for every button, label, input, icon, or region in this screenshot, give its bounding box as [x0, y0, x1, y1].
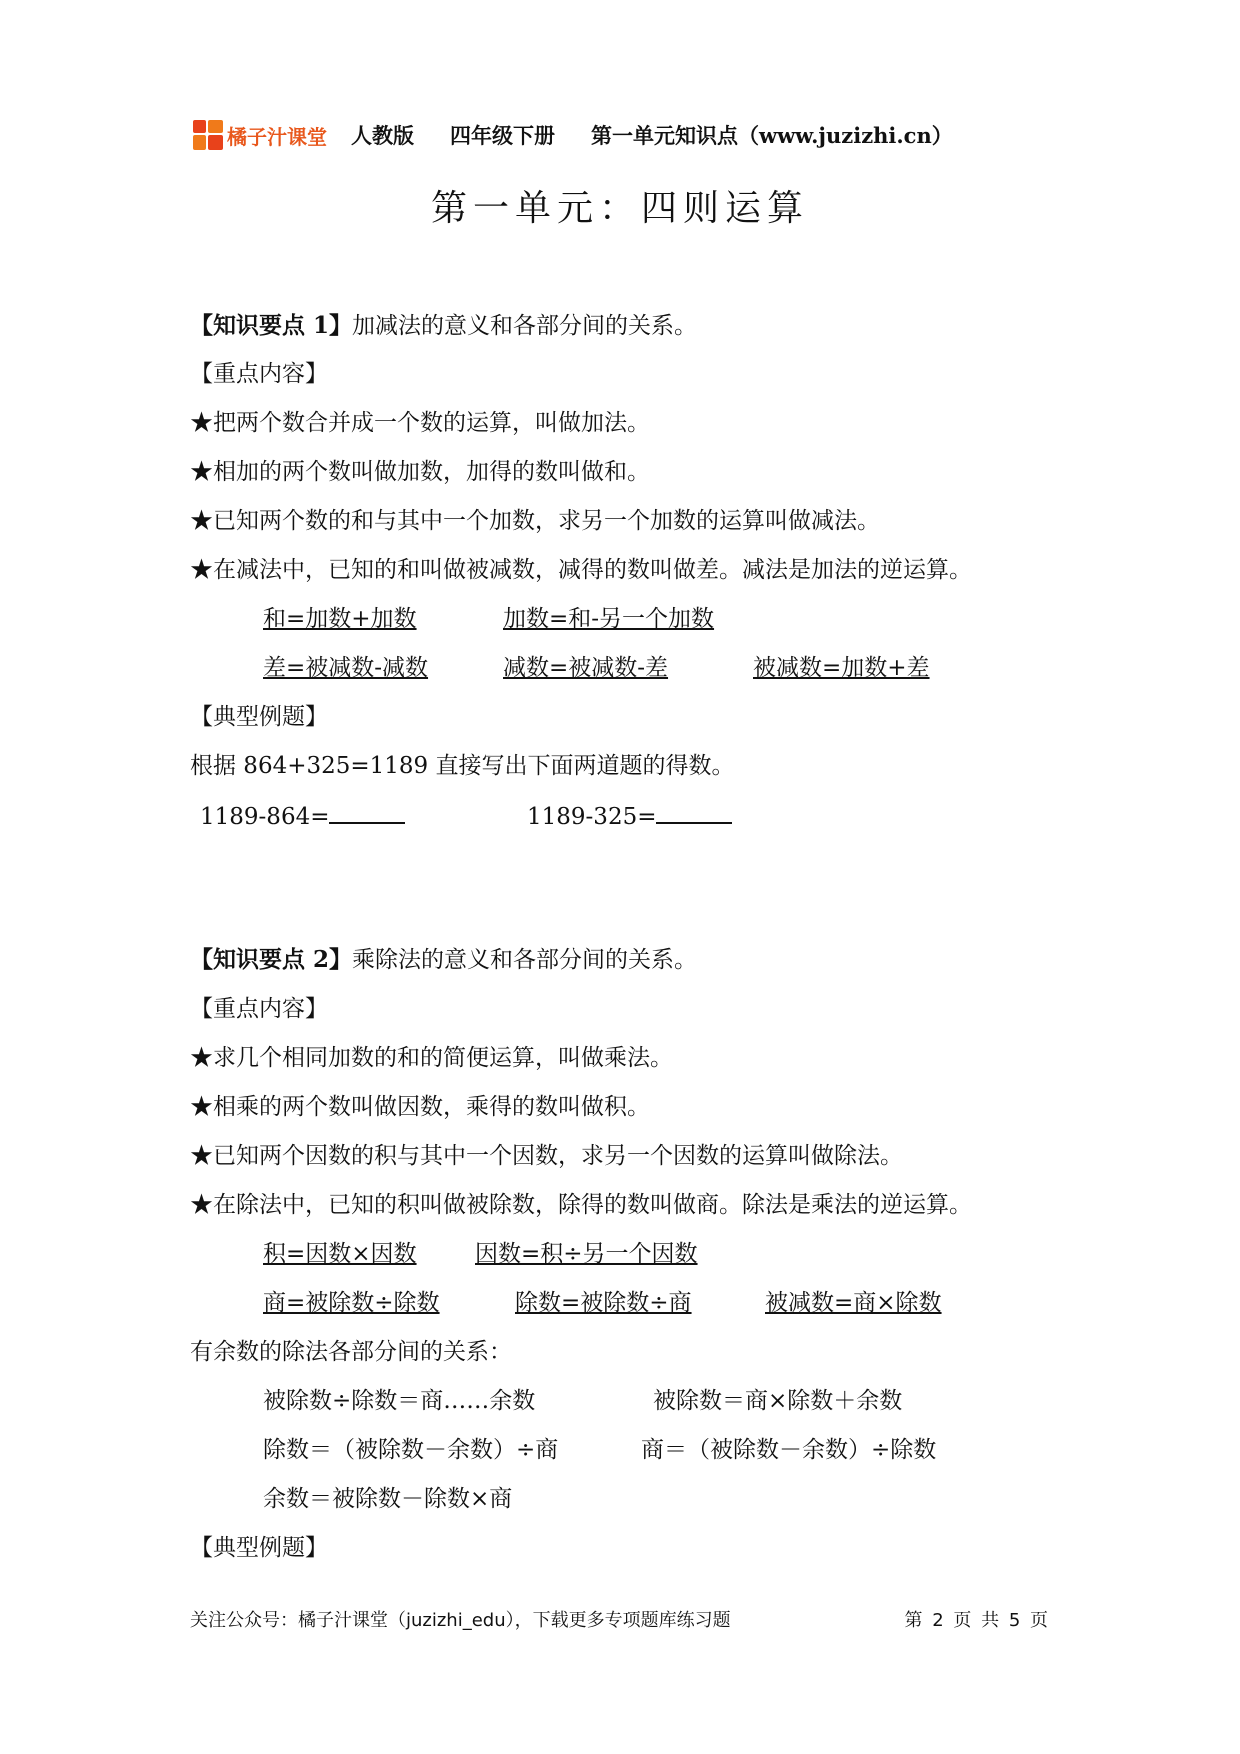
section2-formula-row-1 — [263, 1237, 1063, 1271]
section2-item-4: ★在除法中，已知的积叫做被除数，除得的数叫做商。除法是乘法的逆运算。 — [190, 1192, 972, 1218]
section1-item-3: ★已知两个数的和与其中一个加数，求另一个加数的运算叫做减法。 — [190, 508, 880, 534]
formula: 除数=被除数÷商 — [515, 1290, 692, 1316]
page-title: 第一单元：四则运算 — [430, 188, 809, 229]
relation: 被除数＝商×除数＋余数 — [653, 1388, 903, 1414]
section2-key-label: 【重点内容】 — [190, 996, 328, 1022]
section1-heading — [190, 309, 697, 343]
header-grade: 四年级下册 — [450, 123, 555, 148]
formula: 因数=积÷另一个因数 — [475, 1241, 698, 1267]
footer-promo: 关注公众号：橘子汁课堂（juzizhi_edu），下载更多专项题库练习题 — [190, 1610, 731, 1631]
section2-item-3: ★已知两个因数的积与其中一个因数，求另一个因数的运算叫做除法。 — [190, 1143, 903, 1169]
page-footer — [190, 1606, 1050, 1636]
header-unit-info: 第一单元知识点（www.juzizhi.cn） — [591, 123, 953, 148]
section1-item-4: ★在减法中，已知的和叫做被减数，减得的数叫做差。减法是加法的逆运算。 — [190, 557, 972, 583]
section1-formula-row-2 — [263, 651, 1063, 685]
question-2 — [527, 798, 732, 834]
logo — [193, 120, 327, 150]
page-number: 第 2 页 共 5 页 — [904, 1610, 1050, 1631]
formula: 被减数=加数+差 — [753, 655, 930, 681]
logo-icon — [193, 120, 223, 150]
section2-heading-text: 乘除法的意义和各部分间的关系。 — [352, 947, 698, 973]
section2-heading — [190, 943, 697, 977]
formula: 商=被除数÷除数 — [263, 1290, 440, 1316]
formula: 和=加数+加数 — [263, 606, 417, 632]
header-edition: 人教版 — [351, 123, 414, 148]
section1-heading-text: 加减法的意义和各部分间的关系。 — [352, 313, 698, 339]
relation: 被除数÷除数＝商……余数 — [263, 1388, 536, 1414]
section1-example-label: 【典型例题】 — [190, 704, 328, 730]
section2-item-1: ★求几个相同加数的和的简便运算，叫做乘法。 — [190, 1045, 673, 1071]
relation: 余数＝被除数－除数×商 — [263, 1486, 513, 1512]
section1-example-text: 根据 864+325=1189 直接写出下面两道题的得数。 — [190, 753, 735, 779]
formula: 被减数=商×除数 — [765, 1290, 942, 1316]
formula: 加数=和-另一个加数 — [503, 606, 715, 632]
remainder-relations-row-3 — [263, 1482, 1063, 1516]
formula: 差=被减数-减数 — [263, 655, 429, 681]
section1-key-label: 【重点内容】 — [190, 361, 328, 387]
page-header — [193, 118, 1053, 152]
question-1-text: 1189-864= — [200, 804, 330, 830]
question-1 — [200, 798, 405, 834]
section2-item-2: ★相乘的两个数叫做因数，乘得的数叫做积。 — [190, 1094, 650, 1120]
question-2-text: 1189-325= — [527, 804, 657, 830]
logo-text: 橘子汁课堂 — [227, 124, 327, 149]
remainder-label: 有余数的除法各部分间的关系： — [190, 1339, 512, 1365]
section1-item-1: ★把两个数合并成一个数的运算，叫做加法。 — [190, 410, 650, 436]
formula: 减数=被减数-差 — [503, 655, 669, 681]
section2-formula-row-2 — [263, 1286, 1063, 1320]
remainder-relations-row-2 — [263, 1433, 1063, 1467]
relation: 商＝（被除数－余数）÷除数 — [641, 1437, 937, 1463]
section1-formula-row-1 — [263, 602, 1063, 636]
answer-blank-2[interactable] — [656, 798, 732, 824]
section1-heading-label: 【知识要点 1】 — [190, 312, 353, 339]
remainder-relations-row-1 — [263, 1384, 1063, 1418]
relation: 除数＝（被除数－余数）÷商 — [263, 1437, 559, 1463]
formula: 积=因数×因数 — [263, 1241, 417, 1267]
section2-example-label: 【典型例题】 — [190, 1535, 328, 1561]
answer-blank-1[interactable] — [329, 798, 405, 824]
section2-heading-label: 【知识要点 2】 — [190, 946, 353, 973]
section1-item-2: ★相加的两个数叫做加数，加得的数叫做和。 — [190, 459, 650, 485]
